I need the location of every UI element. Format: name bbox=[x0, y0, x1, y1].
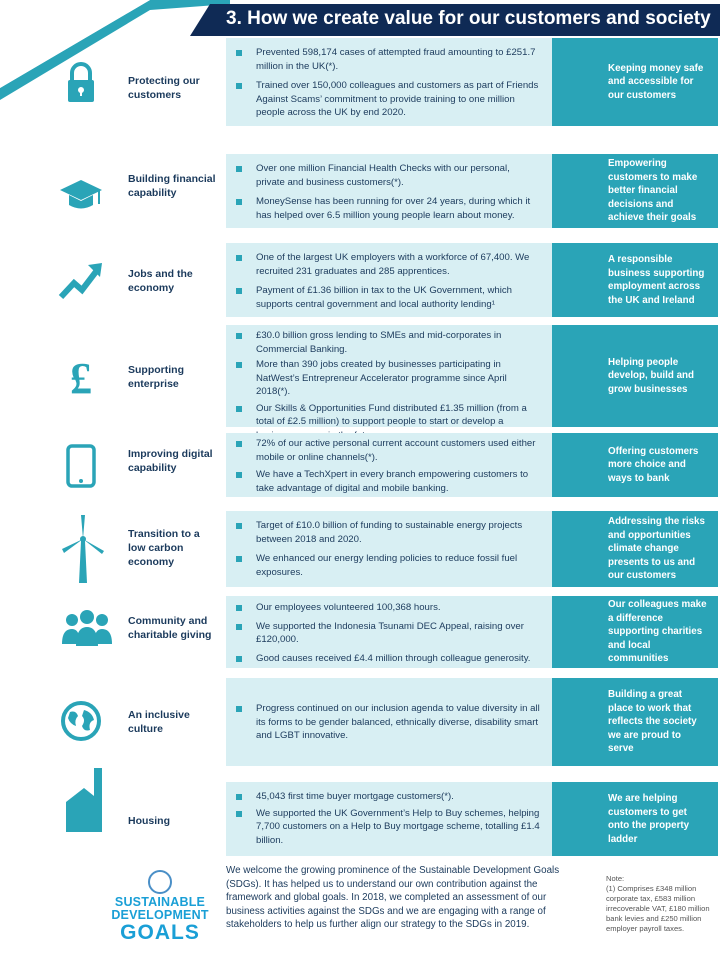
row-details bbox=[226, 678, 552, 766]
bullet: We supported the UK Government’s Help to Buy schemes, helping 7,700 customers on a Help to Buy mortgage scheme, totalling £1.4 billion. bbox=[256, 807, 540, 846]
row-label: Community and charitable giving bbox=[128, 615, 212, 641]
bullet: We enhanced our energy lending policies to reduce fossil fuel exposures. bbox=[256, 552, 540, 579]
bullet: Our employees volunteered 100,368 hours. bbox=[256, 601, 540, 615]
bullet: Prevented 598,174 cases of attempted fraud amounting to £251.7 million in the UK(*). bbox=[256, 46, 540, 73]
row-label: Improving digital capability bbox=[128, 448, 213, 474]
row-label: Supporting enterprise bbox=[128, 364, 184, 390]
bullet: We supported the Indonesia Tsunami DEC Appeal, raising over £120,000. bbox=[256, 620, 540, 647]
row-low-carbon bbox=[0, 511, 720, 587]
bullet: One of the largest UK employers with a workforce of 67,400. We recruited 231 graduates and 285 apprentices. bbox=[256, 251, 540, 278]
value-statement: Our colleagues make a difference supporting charities and local communities bbox=[552, 596, 718, 668]
page-header bbox=[0, 0, 720, 40]
padlock-icon bbox=[58, 60, 104, 106]
row-label: An inclusive culture bbox=[128, 709, 190, 735]
footnote bbox=[606, 874, 718, 934]
row-protecting-customers bbox=[0, 38, 720, 126]
bullet: Target of £10.0 billion of funding to sustainable energy projects between 2018 and 2020. bbox=[256, 519, 540, 546]
row-details bbox=[226, 325, 552, 427]
value-statement: Offering customers more choice and ways to bank bbox=[552, 433, 718, 497]
row-inclusive-culture bbox=[0, 678, 720, 766]
row-details bbox=[226, 596, 552, 668]
page-title: 3. How we create value for our customers and society bbox=[226, 8, 711, 29]
value-statement: We are helping customers to get onto the property ladder bbox=[552, 782, 718, 856]
row-housing bbox=[0, 782, 720, 856]
bullet: Payment of £1.36 billion in tax to the UK Government, which supports central government and local authority lending¹ bbox=[256, 284, 540, 311]
globe-icon bbox=[58, 698, 104, 744]
row-details bbox=[226, 782, 552, 856]
sdg-logo bbox=[104, 870, 216, 950]
bullet: 72% of our active personal current account customers used either mobile or online channels(*). bbox=[256, 437, 540, 464]
bullet: Good causes received £4.4 million through colleague generosity. bbox=[256, 652, 540, 666]
bullet: MoneySense has been running for over 24 years, during which it has helped over 6.5 million young people learn about money. bbox=[256, 195, 540, 222]
row-details bbox=[226, 511, 552, 587]
row-label: Protecting our customers bbox=[128, 75, 200, 101]
bullet: Over one million Financial Health Checks with our personal, private and business customers(*). bbox=[256, 162, 540, 189]
graduation-cap-icon bbox=[58, 172, 104, 218]
row-details bbox=[226, 154, 552, 228]
un-emblem-icon bbox=[148, 870, 172, 894]
growth-chart-icon bbox=[58, 257, 104, 303]
row-details bbox=[226, 243, 552, 317]
row-jobs-economy bbox=[0, 243, 720, 317]
row-digital-capability bbox=[0, 433, 720, 497]
bullet: More than 390 jobs created by businesses participating in NatWest’s Entrepreneur Accelerator programme since April 2018(*). bbox=[256, 358, 540, 399]
sdg-logo-line: DEVELOPMENT bbox=[111, 908, 209, 922]
bullet: Trained over 150,000 colleagues and customers as part of Friends Against Scams’ commitment to provide training to one million people across the UK by end 2020. bbox=[256, 80, 539, 118]
row-community-giving bbox=[0, 596, 720, 668]
value-statement: Helping people develop, build and grow businesses bbox=[552, 325, 718, 427]
tablet-icon bbox=[58, 443, 104, 489]
value-statement: Keeping money safe and accessible for our customers bbox=[552, 38, 718, 126]
row-label: Transition to a low carbon economy bbox=[128, 528, 200, 568]
svg-text:£: £ bbox=[70, 354, 92, 399]
value-statement: Empowering customers to make better financial decisions and achieve their goals bbox=[552, 154, 718, 228]
row-label: Jobs and the economy bbox=[128, 268, 193, 294]
footnote-text: (1) Comprises £348 million corporate tax, £583 million irrecoverable VAT, £180 million bank levies and £250 million employer payroll taxes. bbox=[606, 884, 710, 933]
row-label: Building financial capability bbox=[128, 173, 216, 199]
row-financial-capability bbox=[0, 154, 720, 228]
value-statement: A responsible business supporting employment across the UK and Ireland bbox=[552, 243, 718, 317]
bullet: £30.0 billion gross lending to SMEs and mid-corporates in Commercial Banking. bbox=[256, 329, 540, 356]
sdg-logo-line: SUSTAINABLE bbox=[114, 895, 206, 909]
sdg-paragraph: We welcome the growing prominence of the Sustainable Development Goals (SDGs). It has helped us to understand our own contribution against the framework and global goals. In 2018, we completed an assessment of our business activities against the SDGs and we are engaging with a range of stakeholders to help us further align our strategy to the SDGs in 2019. bbox=[226, 865, 560, 931]
sdg-logo-goals: GOALS bbox=[120, 921, 200, 944]
pound-sign-icon bbox=[58, 353, 104, 399]
house-icon bbox=[66, 768, 108, 832]
wind-turbine-icon bbox=[60, 513, 106, 583]
value-statement: Building a great place to work that reflects the society we are proud to serve bbox=[552, 678, 718, 766]
row-details bbox=[226, 38, 552, 126]
bullet: 45,043 first time buyer mortgage customers(*). bbox=[256, 790, 540, 804]
row-label: Housing bbox=[128, 815, 170, 827]
bullet: Progress continued on our inclusion agenda to value diversity in all its forms to be gender balanced, ethnically diverse, disability smart and LGBT innovative. bbox=[256, 703, 540, 741]
row-details bbox=[226, 433, 552, 497]
value-statement: Addressing the risks and opportunities climate change presents to us and our customers bbox=[552, 511, 718, 587]
footnote-title: Note: bbox=[606, 874, 625, 883]
bullet: We have a TechXpert in every branch empowering customers to take advantage of digital and mobile banking. bbox=[256, 468, 540, 495]
row-supporting-enterprise bbox=[0, 325, 720, 427]
bullet: Our Skills & Opportunities Fund distributed £1.35 million (from a total of £2.5 million) to support people to start or develop a bbox=[256, 402, 540, 443]
people-group-icon bbox=[62, 608, 112, 648]
